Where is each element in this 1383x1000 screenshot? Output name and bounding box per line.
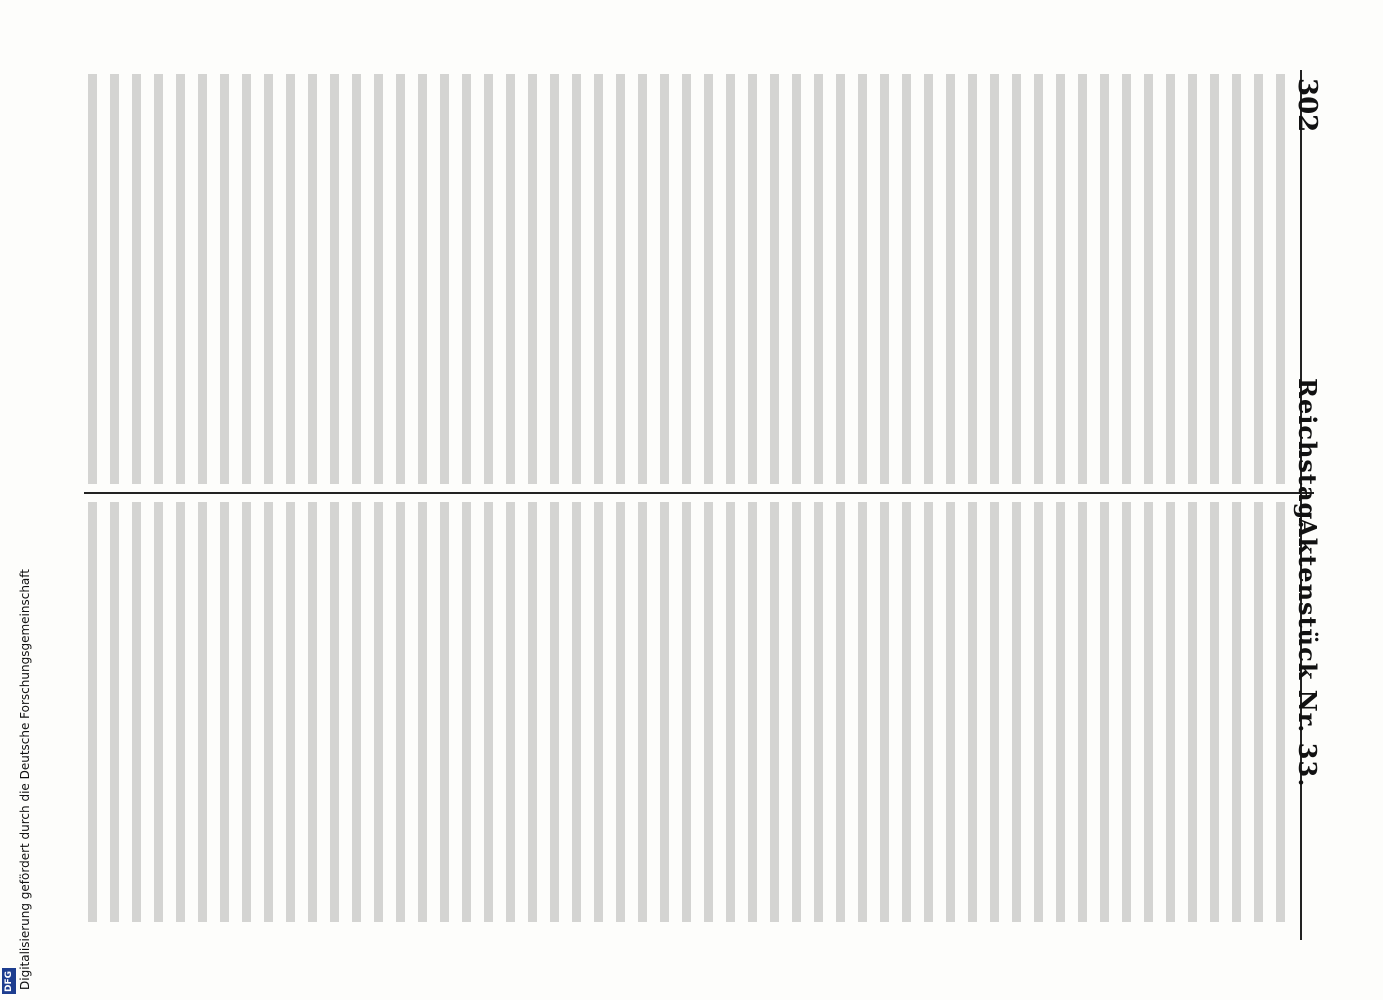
- text-column-left: [88, 74, 1293, 484]
- document-reference: Aktenstück Nr. 33.: [1293, 518, 1322, 788]
- text-column-right: [88, 502, 1293, 922]
- digitization-credit: Digitalisierung gefördert durch die Deutsche Forschungsgemeinschaft: [18, 568, 32, 990]
- running-title: Reichstag.: [1293, 378, 1322, 530]
- column-divider: [84, 492, 1314, 494]
- page-number: 302: [1292, 78, 1322, 133]
- dfg-logo-icon: DFG: [2, 968, 16, 994]
